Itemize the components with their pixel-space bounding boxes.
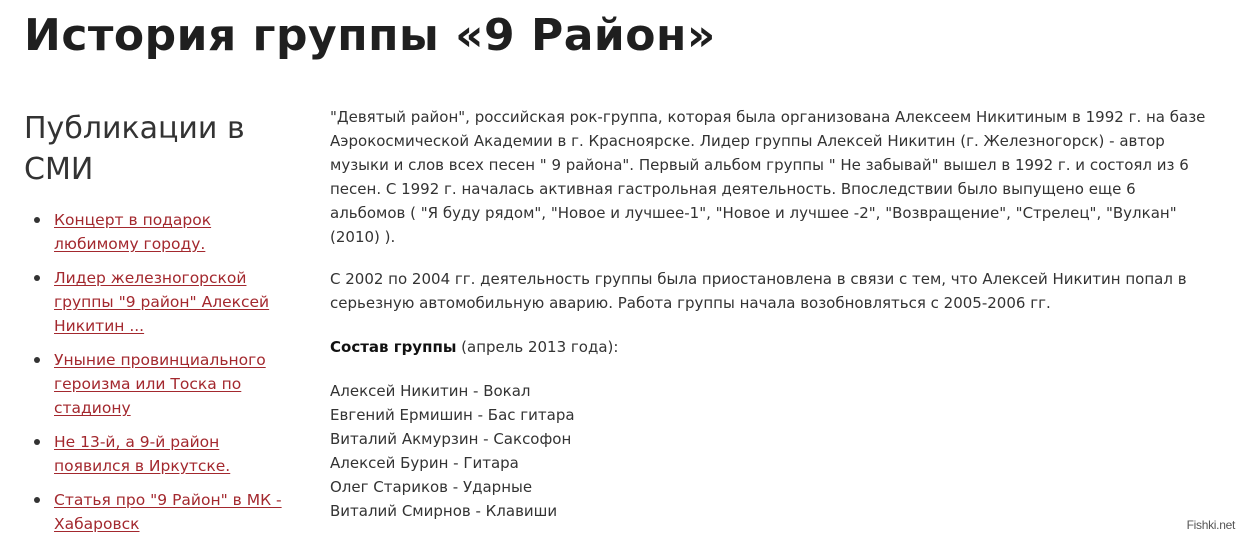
history-paragraph: "Девятый район", российская рок-группа, которая была организована Алексеем Никитиным в 1992 г. на базе Аэрокосмической Академии в г. Красноярске. Лидер группы Алексей Никитин (г. Железногорск) - автор музыки и слов всех песен " 9 района". Первый альбом группы " Не забывай" вышел в 1992 г. и состоял из 6 песен. С 1992 г. началась активная гастрольная деятельность. Впоследствии было выпущено еще 6 альбомов ( "Я буду рядом", "Новое и лучшее-1", "Новое и лучшее -2", "Возвращение", "Стрелец", "Вулкан" (2010) ). [330,108,1206,246]
lineup-heading [330,335,1215,359]
member-item: Виталий Смирнов - Клавиши [330,502,558,520]
member-item: Алексей Бурин - Гитара [330,454,519,472]
article-content [330,105,1215,523]
sidebar-heading: Публикации в СМИ [24,111,245,187]
bullet-icon [34,497,40,503]
publication-link[interactable]: Не 13-й, а 9-й район появился в Иркутске. [54,433,231,475]
lineup-date: (апрель 2013 года): [456,338,619,356]
publication-link[interactable]: Статья про "9 Район" в МК - Хабаровск [54,491,282,533]
sidebar [24,108,294,546]
list-item [24,208,294,256]
watermark: Fishki.net [1186,518,1235,532]
hiatus-paragraph: С 2002 по 2004 гг. деятельность группы была приостановлена в связи с тем, что Алексей Никитин попал в серьезную автомобильную аварию. Работа группы начала возобновляться с 2005-2006 гг. [330,270,1187,312]
member-item: Виталий Акмурзин - Саксофон [330,430,572,448]
bullet-icon [34,357,40,363]
publication-link[interactable]: Концерт в подарок любимому городу. [54,211,212,253]
publication-link[interactable]: Уныние провинциального героизма или Тоска по стадиону [54,351,266,417]
list-item [24,348,294,420]
bullet-icon [34,217,40,223]
member-item: Евгений Ермишин - Бас гитара [330,406,575,424]
list-item [24,266,294,338]
bullet-icon [34,275,40,281]
publication-link[interactable]: Лидер железногорской группы "9 район" Алексей Никитин ... [54,269,270,335]
lineup-label: Состав группы [330,338,457,356]
members-list [330,379,1215,523]
list-item [24,430,294,478]
member-item: Олег Стариков - Ударные [330,478,533,496]
list-item [24,488,294,536]
bullet-icon [34,439,40,445]
publications-list [24,208,294,536]
page-title: История группы «9 Район» [24,10,716,61]
member-item: Алексей Никитин - Вокал [330,382,531,400]
